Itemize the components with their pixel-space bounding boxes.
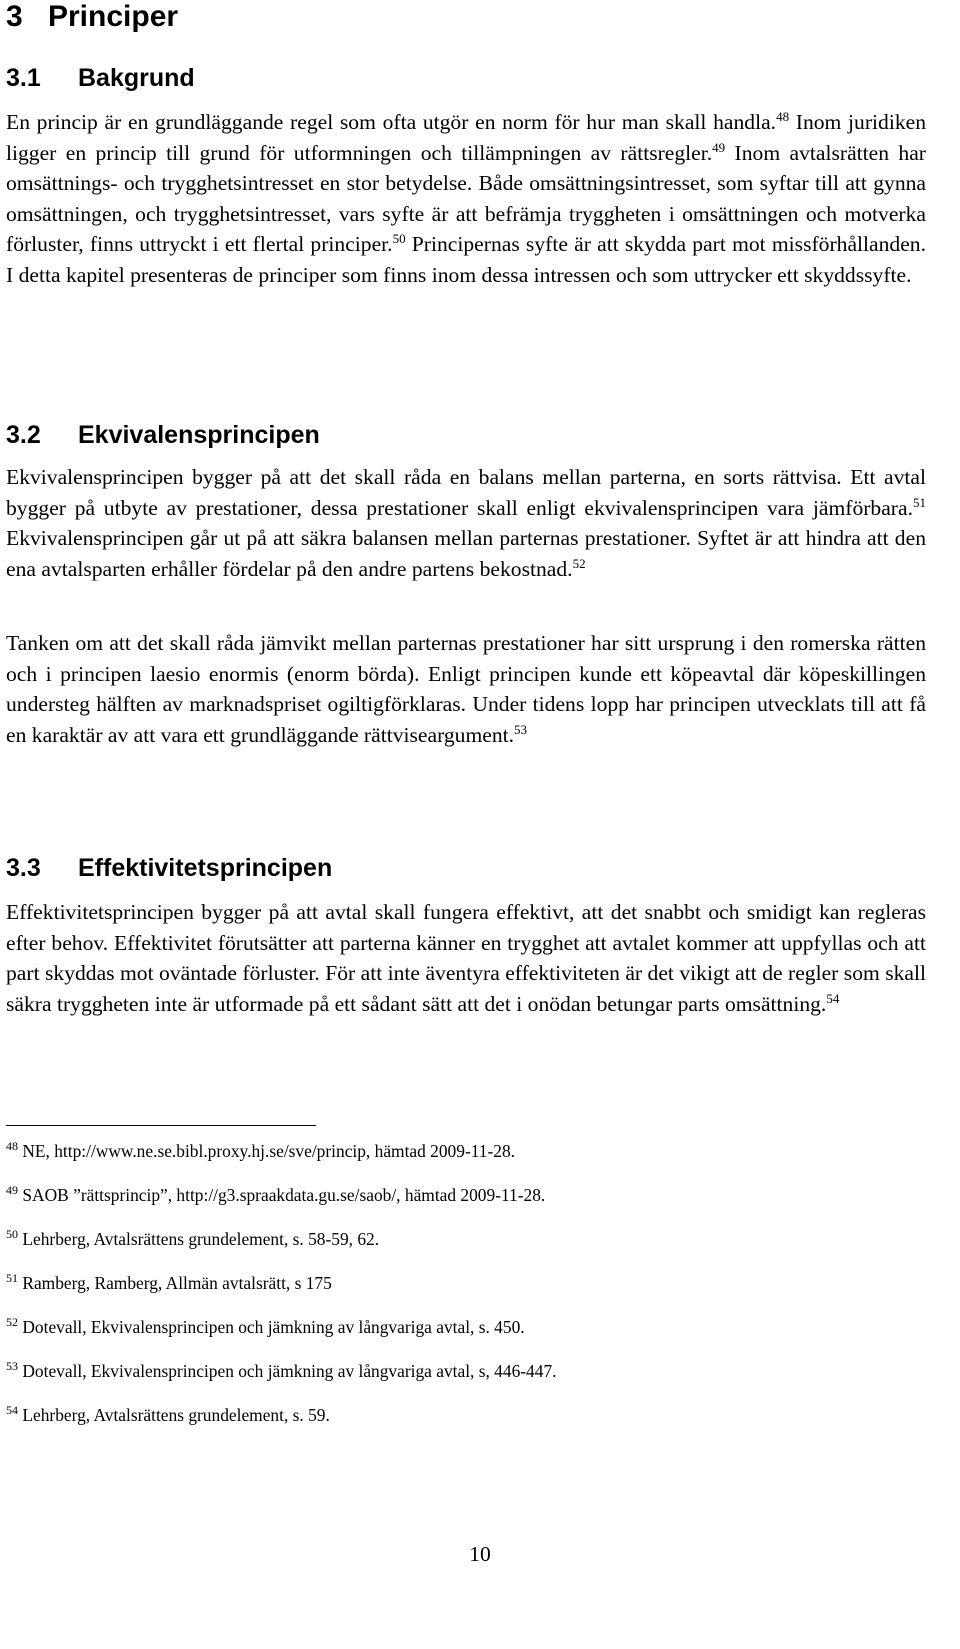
paragraph-bakgrund: [6, 107, 926, 291]
footnote-number: 50: [6, 1227, 18, 1241]
section-title: Bakgrund: [78, 64, 195, 92]
page-number: 10: [469, 1542, 491, 1566]
footnote-ref: 53: [514, 721, 528, 737]
footnote-53: [6, 1360, 926, 1382]
footnote-number: 54: [6, 1403, 18, 1417]
footnote-text: Lehrberg, Avtalsrättens grundelement, s. 59.: [22, 1405, 330, 1425]
paragraph-ekvivalens-2: [6, 628, 926, 750]
text-run: Effektivitetsprincipen bygger på att avtal skall fungera effektivt, att det snabbt och smidigt kan regleras efter behov. Effektivitet förutsätter att parterna känner en trygghet att avtalet kommer att uppfyllas och att part skyddas mot oväntade förluster. För att inte äventyra effektiviteten är det vikigt att de regler som skall säkra tryggheten inte är utformade på ett sådant sätt att det i onödan betungar parts omsättning.: [6, 900, 926, 1016]
section-number: 3.3: [6, 854, 41, 882]
chapter-heading: [6, 0, 926, 34]
footnote-text: Dotevall, Ekvivalensprincipen och jämkning av långvariga avtal, s. 450.: [22, 1317, 525, 1337]
footnote-text: NE, http://www.ne.se.bibl.proxy.hj.se/sve/princip, hämtad 2009-11-28.: [22, 1141, 516, 1161]
section-title: Effektivitetsprincipen: [78, 854, 333, 882]
footnote-52: [6, 1316, 926, 1338]
footnote-48: [6, 1140, 926, 1162]
text-run: Inom avtalsrätten har omsättnings- och trygghetsintresset en stor betydelse. Både omsättningsintresset, som syftar till att gynna omsättningen, och trygghetsintresset, vars syfte är att befrämja tryggheten i omsättningen och motverka förluster, finns uttryckt i ett flertal principer.: [6, 140, 927, 257]
text-run: Ekvivalensprincipen går ut på att säkra balansen mellan parternas prestationer. Syftet är att hindra att den ena avtalsparten erhåller fördelar på den andre partens bekostnad.: [6, 526, 926, 581]
footnote-ref: 54: [826, 990, 840, 1006]
section-heading-3-1: [6, 63, 926, 93]
footnote-number: 48: [6, 1139, 18, 1153]
text-run: Inom juridiken ligger en princip till grund för utformningen och tillämpningen av rättsregler.: [6, 110, 926, 165]
text-run: Principernas syfte är att skydda part mot missförhållanden. I detta kapitel presenteras de principer som finns inom dessa intressen och som uttrycker ett skyddssyfte.: [6, 232, 926, 287]
chapter-title: Principer: [48, 0, 179, 33]
section-title: Ekvivalensprincipen: [78, 421, 320, 449]
footnote-ref: 50: [392, 231, 406, 247]
footnote-ref: 49: [712, 139, 726, 155]
footnote-51: [6, 1272, 926, 1294]
section-number: 3.2: [6, 421, 41, 449]
text-run: En princip är en grundläggande regel som ofta utgör en norm för hur man skall handla.: [6, 110, 777, 134]
footnote-number: 53: [6, 1359, 18, 1373]
footnote-50: [6, 1228, 926, 1250]
footnote-number: 51: [6, 1271, 18, 1285]
footnote-54: [6, 1404, 926, 1426]
footnote-separator: [6, 1125, 316, 1126]
footnote-text: Ramberg, Ramberg, Allmän avtalsrätt, s 175: [22, 1273, 332, 1293]
footnote-ref: 48: [776, 109, 790, 124]
chapter-number: 3: [6, 0, 23, 33]
paragraph-effektivitet: [6, 897, 926, 1019]
footnote-ref: 52: [572, 555, 586, 571]
footnote-text: Lehrberg, Avtalsrättens grundelement, s. 58-59, 62.: [22, 1229, 380, 1249]
paragraph-ekvivalens-1: [6, 462, 926, 584]
footnote-49: [6, 1184, 926, 1206]
footnote-number: 49: [6, 1183, 18, 1197]
section-heading-3-2: [6, 420, 926, 450]
text-run: Ekvivalensprincipen bygger på att det skall råda en balans mellan parterna, en sorts rättvisa. Ett avtal bygger på utbyte av prestationer, dessa prestationer skall enligt ekvivalensprincipen vara jämförbara.: [6, 465, 926, 520]
footnote-ref: 51: [913, 494, 926, 510]
section-heading-3-3: [6, 853, 926, 883]
footnote-text: SAOB ”rättsprincip”, http://g3.spraakdata.gu.se/saob/, hämtad 2009-11-28.: [22, 1185, 546, 1205]
footnote-number: 52: [6, 1315, 18, 1329]
text-run: Tanken om att det skall råda jämvikt mellan parternas prestationer har sitt ursprung i den romerska rätten och i principen laesio enormis (enorm börda). Enligt principen kunde ett köpeavtal där köpeskillingen understeg hälften av marknadspriset ogiltigförklaras. Under tidens lopp har principen utvecklats till att få en karaktär av att vara ett grundläggande rättviseargument.: [6, 631, 926, 747]
section-number: 3.1: [6, 64, 41, 92]
footnote-text: Dotevall, Ekvivalensprincipen och jämkning av långvariga avtal, s, 446-447.: [22, 1361, 557, 1381]
